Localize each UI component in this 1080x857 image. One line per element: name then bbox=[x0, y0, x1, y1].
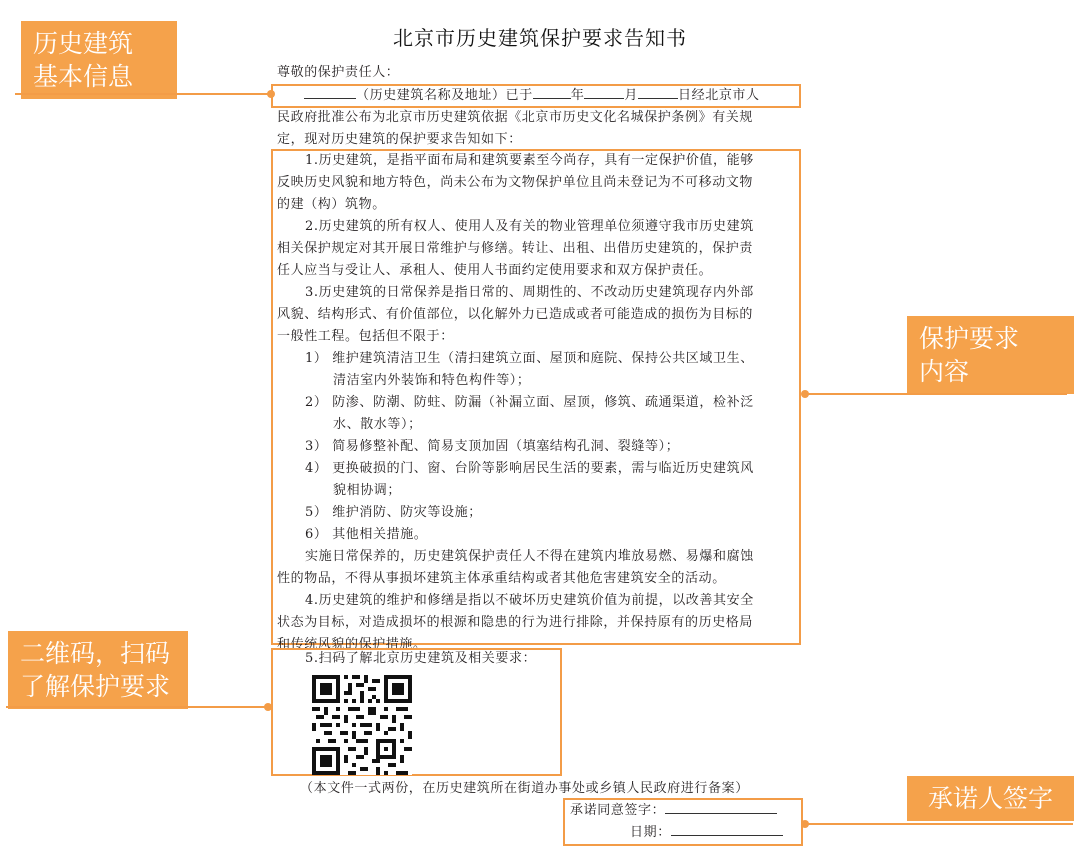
intro-line-2: 民政府批准公布为北京市历史建筑依据《北京市历史文化名城保护条例》有关规 bbox=[277, 110, 754, 125]
connector-dot bbox=[264, 703, 272, 711]
label-qr: 二维码，扫码 了解保护要求 bbox=[8, 631, 188, 709]
list-item: 4） 更换破损的门、窗、台阶等影响居民生活的要素，需与临近历史建筑风 bbox=[305, 461, 754, 476]
content-line: 2.历史建筑的所有权人、使用人及有关的物业管理单位须遵守我市历史建筑 bbox=[305, 219, 754, 234]
date-field[interactable] bbox=[671, 822, 783, 836]
label-requirements: 保护要求 内容 bbox=[907, 316, 1074, 394]
list-item-cont: 水、散水等）； bbox=[333, 417, 422, 432]
list-item: 5） 维护消防、防灾等设施； bbox=[305, 505, 482, 520]
connector-signature bbox=[805, 823, 1073, 825]
qr-code[interactable] bbox=[312, 675, 412, 775]
salutation: 尊敬的保护责任人： bbox=[277, 65, 400, 80]
content-line: 相关保护规定对其开展日常维护与修缮。转让、出租、出借历史建筑的，保护责 bbox=[277, 241, 754, 256]
date-line bbox=[630, 822, 783, 844]
list-item: 3） 简易修整补配、简易支顶加固（填塞结构孔洞、裂缝等）； bbox=[305, 439, 680, 454]
label-signature: 承诺人签字 bbox=[907, 776, 1074, 821]
content-line: 任人应当与受让人、承租人、使用人书面约定使用要求和双方保护责任。 bbox=[277, 263, 713, 278]
content-line: 状态为目标，对造成损坏的根源和隐患的行为进行排除，并保持原有的历史格局 bbox=[277, 615, 754, 630]
connector-dot bbox=[801, 820, 809, 828]
date-label: 日期： bbox=[630, 825, 671, 840]
content-line: 1.历史建筑，是指平面布局和建筑要素至今尚存，具有一定保护价值，能够 bbox=[305, 153, 754, 168]
connector-dot bbox=[801, 390, 809, 398]
list-item: 2） 防渗、防潮、防蛀、防漏（补漏立面、屋顶，修筑、疏通渠道，检补泛 bbox=[305, 395, 754, 410]
day-blank bbox=[638, 85, 678, 99]
list-item-cont: 貌相协调； bbox=[333, 483, 402, 498]
content-line: 一般性工程。包括但不限于： bbox=[277, 329, 454, 344]
month-blank bbox=[584, 85, 624, 99]
sign-label: 承诺同意签字： bbox=[570, 803, 666, 818]
content-line: 和传统风貌的保护措施。 bbox=[277, 637, 427, 652]
intro-line-3: 定，现对历史建筑的保护要求告知如下： bbox=[277, 132, 522, 147]
list-item: 1） 维护建筑清洁卫生（清扫建筑立面、屋顶和庭院、保持公共区域卫生、 bbox=[305, 351, 754, 366]
qr-caption: 5.扫码了解北京历史建筑及相关要求： bbox=[305, 651, 537, 666]
list-item: 6） 其他相关措施。 bbox=[305, 527, 428, 542]
content-line: 风貌、结构形式、有价值部位，以化解外力已造成或者可能造成的损伤为目标的 bbox=[277, 307, 754, 322]
connector-requirements bbox=[805, 393, 1067, 395]
content-line: 4.历史建筑的维护和修缮是指以不破坏历史建筑价值为前提，以改善其安全 bbox=[305, 593, 754, 608]
connector-qr bbox=[6, 706, 268, 708]
sign-line bbox=[570, 800, 777, 822]
content-line: 3.历史建筑的日常保养是指日常的、周期性的、不改动历史建筑现存内外部 bbox=[305, 285, 754, 300]
intro-line-1: （历史建筑名称及地址）已于 年 月 日经北京市人 bbox=[304, 85, 760, 107]
content-line: 反映历史风貌和地方特色，尚未公布为文物保护单位且尚未登记为不可移动文物 bbox=[277, 175, 754, 190]
content-line: 实施日常保养的，历史建筑保护责任人不得在建筑内堆放易燃、易爆和腐蚀 bbox=[305, 549, 754, 564]
label-basic-info: 历史建筑 基本信息 bbox=[21, 21, 177, 99]
connector-basic-info bbox=[15, 93, 271, 95]
signature-field[interactable] bbox=[665, 800, 777, 814]
content-line: 性的物品，不得从事损坏建筑主体承重结构或者其他危害建筑安全的活动。 bbox=[277, 571, 726, 586]
list-item-cont: 清洁室内外装饰和特色构件等）； bbox=[333, 373, 531, 388]
footnote: （本文件一式两份，在历史建筑所在街道办事处或乡镇人民政府进行备案） bbox=[300, 781, 749, 796]
name-blank bbox=[304, 85, 356, 99]
document-title: 北京市历史建筑保护要求告知书 bbox=[393, 26, 687, 50]
connector-dot bbox=[267, 90, 275, 98]
content-line: 的建（构）筑物。 bbox=[277, 197, 386, 212]
year-blank bbox=[533, 85, 571, 99]
